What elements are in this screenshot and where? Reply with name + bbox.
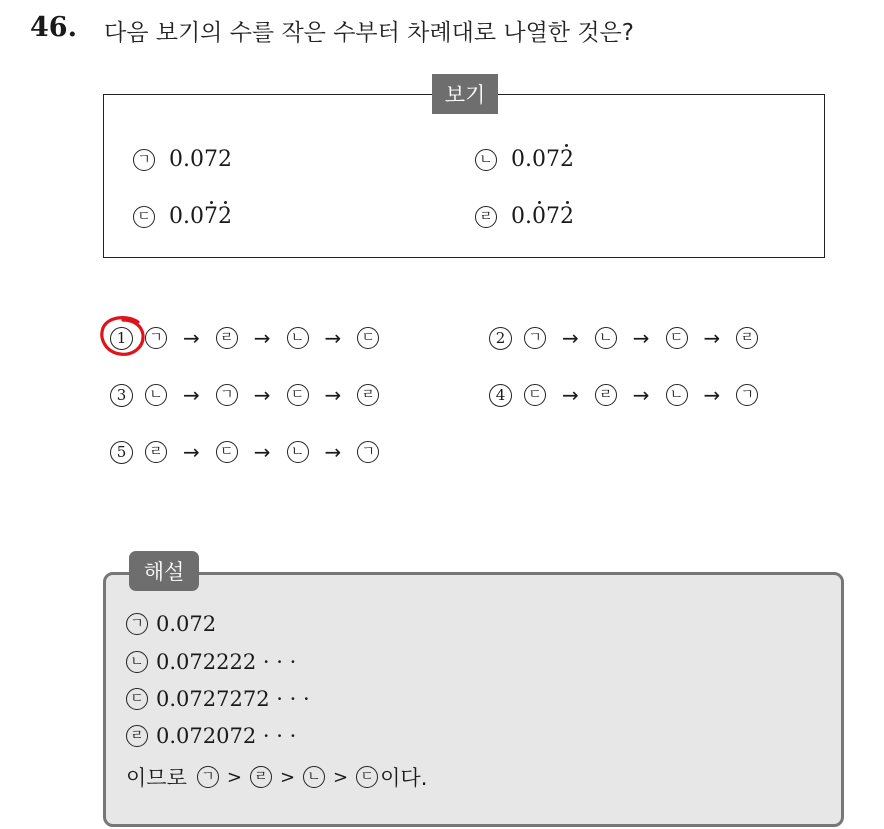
arrow-icon: → [253,383,271,407]
marker-nieun: ㄴ [475,149,497,171]
explanation-value: 0.072 [156,612,217,636]
seq-marker: ㄴ [303,766,325,788]
explanation-value: 0.0727272 · · · [156,687,310,711]
arrow-icon: → [632,326,650,350]
seq-marker: ㄱ [736,384,758,406]
bogi-value-repeating: 0.072 [511,204,574,229]
greater-than: > [226,766,242,788]
seq-marker: ㄹ [595,384,617,406]
explanation-line [126,650,296,674]
arrow-icon: → [703,383,721,407]
option-2[interactable] [489,326,760,350]
bogi-item-giyeok [133,147,232,172]
seq-marker: ㄷ [287,384,309,406]
explanation-line [126,724,296,748]
marker-giyeok: ㄱ [126,613,148,635]
seq-marker: ㄱ [357,441,379,463]
explanation-line [126,612,216,636]
explanation-value: 0.072222 · · · [156,650,297,674]
seq-marker: ㄷ [666,327,688,349]
bogi-item-rieul [475,204,574,229]
seq-marker: ㄴ [287,441,309,463]
arrow-icon: → [183,440,200,464]
arrow-icon: → [562,383,579,407]
explanation-conclusion [126,762,427,792]
seq-marker: ㄱ [216,384,238,406]
seq-marker: ㄱ [197,766,219,788]
seq-marker: ㄴ [145,384,167,406]
conclusion-suffix: 이다. [380,766,428,790]
seq-marker: ㄴ [287,327,309,349]
bogi-label: 보기 [432,74,498,114]
explanation-label: 해설 [129,551,199,591]
bogi-box [103,94,825,258]
marker-rieul: ㄹ [126,725,148,747]
bogi-item-nieun [475,147,574,172]
option-3[interactable] [110,383,381,407]
marker-digeut: ㄷ [133,206,155,228]
selected-answer-circle-icon [98,314,150,358]
question-text: 다음 보기의 수를 작은 수부터 차례대로 나열한 것은? [104,20,634,46]
arrow-icon: → [183,326,200,350]
seq-marker: ㄹ [250,766,272,788]
arrow-icon: → [324,326,342,350]
option-number: 5 [110,441,133,464]
arrow-icon: → [253,440,271,464]
option-5[interactable] [110,440,381,464]
arrow-icon: → [632,383,650,407]
arrow-icon: → [253,326,271,350]
seq-marker: ㄹ [216,327,238,349]
seq-marker: ㄱ [145,327,167,349]
arrow-icon: → [703,326,721,350]
marker-rieul: ㄹ [475,206,497,228]
option-1[interactable] [110,326,381,350]
explanation-value: 0.072072 · · · [156,724,297,748]
seq-marker: ㄹ [736,327,758,349]
arrow-icon: → [183,383,200,407]
marker-nieun: ㄴ [126,651,148,673]
bogi-value-repeating: 0.072 [511,147,574,172]
seq-marker: ㄱ [524,327,546,349]
seq-marker: ㄷ [357,327,379,349]
seq-marker: ㄹ [357,384,379,406]
option-number: 2 [489,327,512,350]
greater-than: > [279,766,296,788]
seq-marker: ㄷ [356,766,378,788]
option-number: 4 [489,384,512,407]
bogi-value-repeating: 0.072 [169,204,232,229]
marker-giyeok: ㄱ [133,149,155,171]
seq-marker: ㄴ [595,327,617,349]
conclusion-prefix: 이므로 [126,766,187,790]
seq-marker: ㄷ [216,441,238,463]
seq-marker: ㄴ [666,384,688,406]
greater-than: > [333,766,349,788]
seq-marker: ㄷ [524,384,546,406]
option-number: 3 [110,384,133,407]
bogi-item-digeut [133,204,232,229]
explanation-line [126,687,310,711]
seq-marker: ㄹ [145,441,167,463]
option-4[interactable] [489,383,760,407]
option-number: 1 [110,327,133,350]
bogi-value: 0.072 [169,147,232,172]
question-number: 46. [30,12,77,43]
marker-digeut: ㄷ [126,688,148,710]
arrow-icon: → [324,440,342,464]
arrow-icon: → [562,326,579,350]
arrow-icon: → [324,383,342,407]
